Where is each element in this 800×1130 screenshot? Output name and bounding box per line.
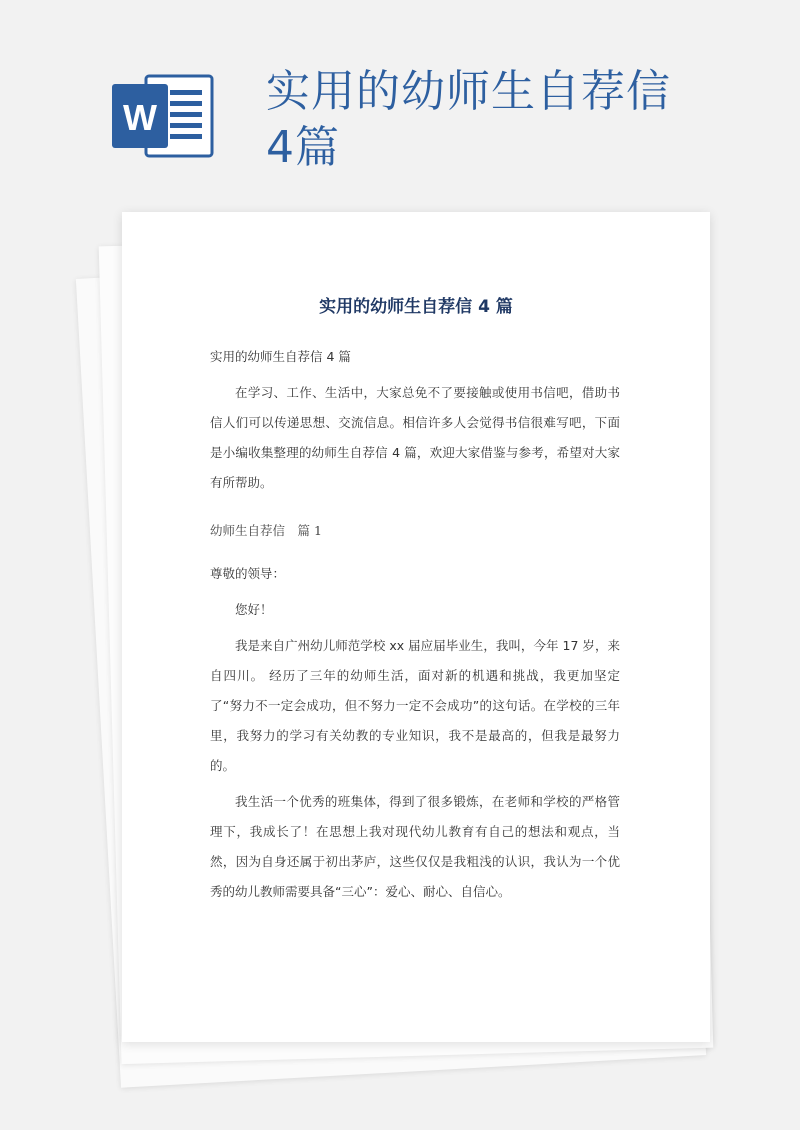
document-page bbox=[122, 212, 710, 1042]
logo-letter: W bbox=[123, 97, 157, 138]
document-subtitle: 实用的幼师生自荐信 4 篇 bbox=[210, 349, 351, 364]
body-paragraph-1: 我是来自广州幼儿师范学校 xx 届应届毕业生，我叫，今年 17 岁，来自四川。 经历了三年的幼师生活，面对新的机遇和挑战，我更加坚定了“努力不一定会成功，但不努力一定不会成功”的这句话。在学校的三年里，我努力的学习有关幼教的专业知识，我不是最高的，但我是最努力的。 bbox=[210, 637, 620, 773]
document-body bbox=[210, 340, 620, 907]
intro-paragraph: 在学习、工作、生活中，大家总免不了要接触或使用书信吧，借助书信人们可以传递思想、交流信息。相信许多人会觉得书信很难写吧，下面是小编收集整理的幼师生自荐信 4 篇，欢迎大家借鉴与参考，希望对大家有所帮助。 bbox=[210, 385, 620, 490]
section-heading: 幼师生自荐信 篇 1 bbox=[210, 523, 322, 538]
word-document-icon bbox=[110, 72, 214, 160]
page-title: 实用的幼师生自荐信4篇 bbox=[266, 66, 671, 173]
document-title: 实用的幼师生自荐信 4 篇 bbox=[319, 297, 513, 317]
salutation: 尊敬的领导： bbox=[210, 565, 286, 581]
body-paragraph-2: 我生活一个优秀的班集体，得到了很多锻炼，在老师和学校的严格管理下，我成长了！在思想上我对现代幼儿教育有自己的想法和观点，当然，因为自身还属于初出茅庐，这些仅仅是我粗浅的认识，我认为一个优秀的幼儿教师需要具备“三心”：爱心、耐心、自信心。 bbox=[210, 793, 620, 899]
greeting: 您好！ bbox=[235, 601, 273, 617]
